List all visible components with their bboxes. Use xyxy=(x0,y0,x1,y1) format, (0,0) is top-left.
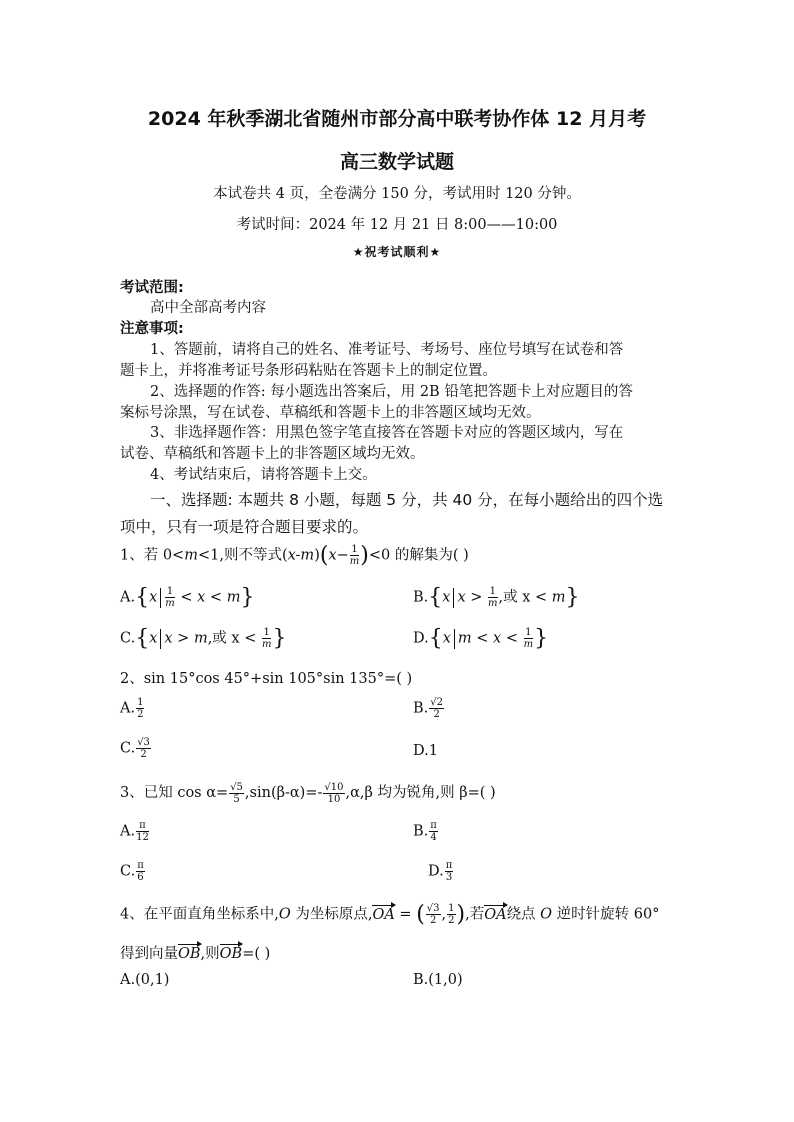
question-3-option-a: A. $\frac{\pi}{12}$ xyxy=(120,820,149,843)
note-4: 4、考试结束后，请将答题卡上交。 xyxy=(150,467,377,483)
note-1-line-1: 1、答题前，请将自己的姓名、准考证号、考场号、座位号填写在试卷和答 xyxy=(150,342,624,358)
note-2-line-2: 案标号涂黑，写在试卷、草稿纸和答题卡上的非答题区域均无效。 xyxy=(120,405,541,421)
question-1-option-c: C.{x x > m,或 x < $\frac{1}{m}$ } xyxy=(120,626,287,651)
question-2-option-a: A. $\frac{1}{2}$ xyxy=(120,697,144,720)
good-luck-wish: ★祝考试顺利★ xyxy=(352,245,442,259)
question-4-stem-line-2: 得到向量OB,则OB=( ) xyxy=(120,942,270,963)
notes-heading: 注意事项: xyxy=(120,321,184,337)
question-1-option-a: A.{x $\frac{1}{m}$ < x < m} xyxy=(120,585,255,610)
question-2-option-b: B. $\frac{√2}{2}$ xyxy=(413,697,443,720)
note-2-line-1: 2、选择题的作答: 每小题选出答案后，用 2B 铅笔把答题卡上对应题目的答 xyxy=(150,384,633,400)
exam-title: 2024 年秋季湖北省随州市部分高中联考协作体 12 月月考 xyxy=(147,108,647,130)
exam-time: 考试时间：2024 年 12 月 21 日 8:00——10:00 xyxy=(236,217,558,233)
question-4-option-b: B.(1,0) xyxy=(413,972,463,988)
exam-subtitle: 高三数学试题 xyxy=(339,151,454,173)
scope-heading: 考试范围: xyxy=(120,280,184,296)
scope-content: 高中全部高考内容 xyxy=(150,300,266,316)
question-2-stem: 2、sin 15°cos 45°+sin 105°sin 135°=( ) xyxy=(120,671,413,687)
question-1-option-b: B.{x x > $\frac{1}{m}$ ,或 x < m} xyxy=(413,585,580,610)
question-1-option-d: D.{x m < x < $\frac{1}{m}$ } xyxy=(413,626,549,651)
question-3-option-b: B. $\frac{\pi}{4}$ xyxy=(413,820,437,843)
question-3-option-c: C. $\frac{\pi}{6}$ xyxy=(120,860,144,883)
section-1-heading-line-2: 项中，只有一项是符合题目要求的。 xyxy=(120,518,369,536)
question-1-stem: 1、若 0<m<1,则不等式(x-m)(x− $\frac{1}{m}$ )<0 的解集为( ) xyxy=(120,543,469,568)
section-1-heading-line-1: 一、选择题: 本题共 8 小题，每题 5 分，共 40 分，在每小题给出的四个选 xyxy=(150,491,664,509)
note-1-line-2: 题卡上，并将准考证号条形码粘贴在答题卡上的制定位置。 xyxy=(120,363,497,379)
question-3-stem: 3、已知 cos α= $\frac{√5}{5}$ ,sin(β-α)=- $\frac{√10}{10}$ ,α,β 均为锐角,则 β=( ) xyxy=(120,781,496,805)
question-2-option-c: C. $\frac{√3}{2}$ xyxy=(120,737,150,760)
vector-ob: OB xyxy=(178,943,201,962)
question-2-option-d: D.1 xyxy=(413,743,438,759)
question-4-option-a: A.(0,1) xyxy=(120,972,170,988)
question-3-option-d: D. $\frac{\pi}{3}$ xyxy=(428,860,453,883)
exam-info: 本试卷共 4 页，全卷满分 150 分，考试用时 120 分钟。 xyxy=(213,186,581,202)
note-3-line-1: 3、非选择题作答：用黑色签字笔直接答在答题卡对应的答题区域内，写在 xyxy=(150,425,624,441)
note-3-line-2: 试卷、草稿纸和答题卡上的非答题区域均无效。 xyxy=(120,446,425,462)
vector-oa: OA xyxy=(372,904,394,923)
question-4-stem-line-1: 4、在平面直角坐标系中,O 为坐标原点,OA = ( $\frac{√3}{2}$ , $\frac{1}{2}$ ),若OA绕点 O 逆时针旋转 60° xyxy=(120,902,660,927)
